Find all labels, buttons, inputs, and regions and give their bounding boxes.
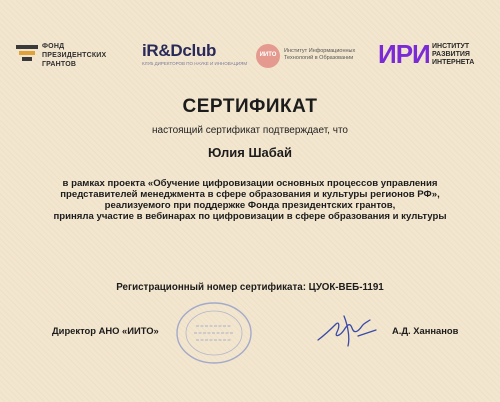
certificate-body — [18, 178, 482, 222]
fund-logo-line: ГРАНТОВ — [42, 61, 77, 68]
logo-bar — [16, 38, 486, 78]
director-label: Директор АНО «ИИТО» — [52, 325, 159, 336]
iri-logo-text — [432, 43, 474, 67]
fund-logo-line: ПРЕЗИДЕНТСКИХ — [42, 52, 107, 59]
iito-mark: ИИТО — [259, 52, 277, 58]
confirms-text: настоящий сертификат подтверждает, что — [152, 125, 348, 136]
fund-logo-line: ФОНД — [42, 43, 65, 50]
stamp-icon — [174, 300, 254, 366]
fund-logo — [16, 42, 128, 74]
signer-name: А.Д. Ханнанов — [392, 325, 459, 336]
body-line: представителей менеджмента в сфере образования и культуры регионов РФ», — [60, 189, 440, 200]
iri-logo-line: ИНТЕРНЕТА — [432, 59, 475, 66]
iito-logo-line: Технологий в Образовании — [284, 55, 354, 61]
iito-logo-text — [284, 48, 355, 62]
irdclub-title-part: iR — [142, 41, 159, 60]
iito-logo — [256, 44, 368, 70]
body-line: приняла участие в вебинарах по цифровизации в сфере образования и культуры — [53, 211, 447, 222]
fund-mark-icon — [16, 45, 38, 65]
irdclub-title-part: Dclub — [170, 41, 217, 60]
iri-logo-line: РАЗВИТИЯ — [432, 51, 470, 58]
iri-mark: ИРИ — [378, 39, 430, 69]
recipient-name: Юлия Шабай — [207, 145, 293, 160]
iito-circle-icon — [256, 44, 280, 68]
irdclub-title — [142, 42, 242, 60]
body-line: в рамках проекта «Обучение цифровизации основных процессов управления — [62, 178, 438, 189]
iito-logo-line: Институт Информационных — [284, 48, 356, 54]
irdclub-title-amp: & — [158, 41, 171, 60]
iri-logo-line: ИНСТИТУТ — [432, 43, 470, 50]
registration-number: Регистрационный номер сертификата: ЦУОК-ВЕБ-1191 — [116, 282, 384, 293]
irdclub-logo — [142, 41, 248, 66]
fund-logo-text — [42, 42, 106, 69]
certificate-title: СЕРТИФИКАТ — [182, 96, 318, 117]
signature-icon — [314, 310, 380, 350]
iri-logo — [378, 40, 488, 70]
irdclub-subtitle: КЛУБ ДИРЕКТОРОВ ПО НАУКЕ И ИННОВАЦИЯМ — [142, 61, 248, 66]
body-line: реализуемого при поддержке Фонда президентских грантов, — [104, 200, 396, 211]
